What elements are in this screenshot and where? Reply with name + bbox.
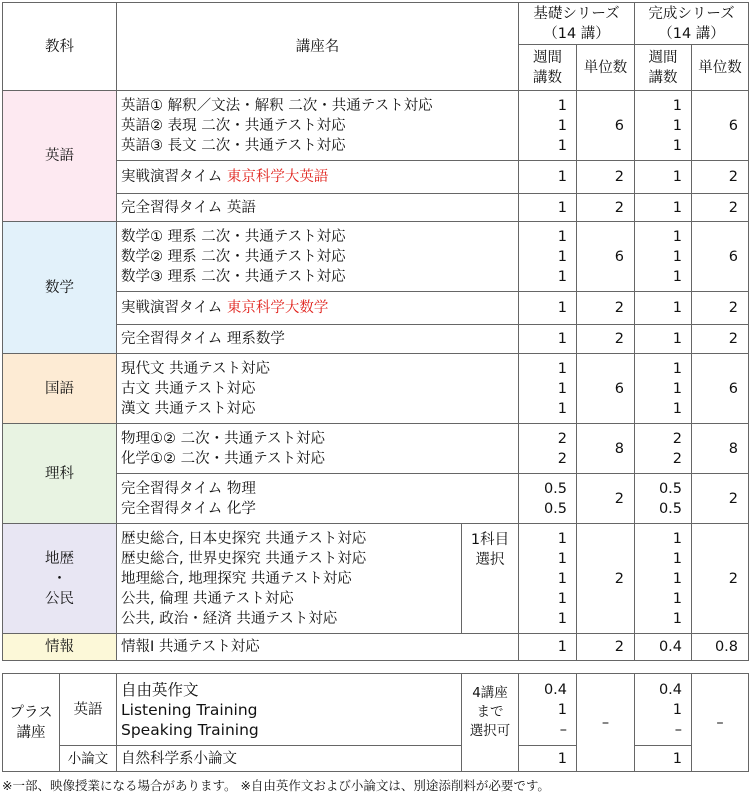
header-kiso-weekly: [519, 45, 577, 91]
select-note: 1科目: [470, 532, 510, 548]
highlight-course-name: 東京科学大英語: [226, 169, 329, 185]
plus-essay-course: 自然科学系小論文: [117, 746, 462, 772]
weekly-value: 1: [672, 97, 682, 114]
course-name: 英語② 表現 二次・共通テスト対応: [121, 117, 346, 134]
english-kiso-weekly: [519, 91, 577, 161]
info-kansei-units: 0.8: [692, 634, 749, 661]
science-kansei-weekly: [635, 424, 692, 474]
select-note: まで: [476, 704, 504, 720]
subject-information: 情報: [3, 634, 117, 661]
weekly-value: 1: [557, 701, 567, 718]
weekly-value: 1: [672, 590, 682, 607]
math-jissen-kansei-weekly: 1: [635, 292, 692, 325]
science-kanzen-kansei-weekly: [635, 474, 692, 524]
kansei-series-title: 完成シリーズ: [648, 5, 735, 22]
weekly-value: 1: [672, 380, 682, 397]
subject-social-studies: [3, 524, 117, 634]
info-kansei-weekly: 0.4: [635, 634, 692, 661]
weekly-value: –: [674, 721, 682, 738]
course-name: Speaking Training: [121, 720, 259, 739]
science-kansei-units: 8: [692, 424, 749, 474]
weekly-value: 0.4: [543, 681, 567, 698]
kansei-series-count: （14 講）: [658, 25, 725, 42]
plus-essay-kansei-weekly: 1: [635, 746, 692, 772]
weekly-value: 1: [557, 380, 567, 397]
weekly-value: 2: [672, 450, 682, 467]
course-name: 英語③ 長文 二次・共通テスト対応: [121, 137, 346, 154]
weekly-label: 週間: [648, 49, 678, 66]
weekly-value: 0.5: [543, 500, 567, 517]
kiso-series-title: 基礎シリーズ: [533, 5, 620, 22]
weekly-value: 1: [672, 530, 682, 547]
japanese-kansei-weekly: [635, 354, 692, 424]
course-name: 歴史総合, 世界史探究 共通テスト対応: [121, 550, 367, 567]
weekly-value: 1: [557, 530, 567, 547]
course-name: 物理①② 二次・共通テスト対応: [121, 430, 326, 447]
plus-essay-subject: 小論文: [60, 746, 117, 772]
course-name: 漢文 共通テスト対応: [121, 400, 256, 417]
kiso-series-count: （14 講）: [543, 25, 610, 42]
social-courses: [117, 524, 462, 634]
plus-english-kiso-weekly: [519, 674, 577, 746]
weekly-value: 1: [672, 360, 682, 377]
plus-english-subject: 英語: [60, 674, 117, 746]
math-jissen-kiso-units: 2: [577, 292, 635, 325]
course-name: 現代文 共通テスト対応: [121, 360, 271, 377]
plus-kiso-units: –: [577, 674, 635, 772]
science-kiso-weekly: [519, 424, 577, 474]
plus-essay-kiso-weekly: 1: [519, 746, 577, 772]
social-kiso-weekly: [519, 524, 577, 634]
math-kanzen-kansei-units: 2: [692, 325, 749, 354]
social-kansei-units: 2: [692, 524, 749, 634]
weekly-value: 1: [557, 550, 567, 567]
english-courses: [117, 91, 519, 161]
science-kiso-units: 8: [577, 424, 635, 474]
course-name: 公共, 政治・経済 共通テスト対応: [121, 610, 338, 627]
header-kansei-weekly: [635, 45, 692, 91]
weekly-value: 1: [557, 97, 567, 114]
science-kanzen-kiso-weekly: [519, 474, 577, 524]
weekly-value: 1: [557, 590, 567, 607]
english-kanzen-kiso-weekly: 1: [519, 194, 577, 222]
weekly-value: 1: [557, 570, 567, 587]
course-name: 自由英作文: [121, 680, 199, 699]
english-jissen-kiso-units: 2: [577, 161, 635, 194]
subject-japanese: 国語: [3, 354, 117, 424]
math-kanzen-kansei-weekly: 1: [635, 325, 692, 354]
weekly-value: 1: [557, 117, 567, 134]
subject-label: ・: [52, 570, 67, 587]
plus-course-table: [2, 673, 749, 772]
english-kansei-units: 6: [692, 91, 749, 161]
weekly-value: 1: [672, 550, 682, 567]
plus-label: [3, 674, 60, 772]
math-kiso-weekly: [519, 222, 577, 292]
social-kansei-weekly: [635, 524, 692, 634]
weekly-value: 0.4: [658, 681, 682, 698]
weekly-value: 1: [672, 228, 682, 245]
highlight-course-name: 東京科学大数学: [226, 300, 329, 316]
info-kiso-weekly: 1: [519, 634, 577, 661]
course-name: 実戦演習タイム: [121, 300, 227, 316]
weekly-label: 週間: [533, 49, 562, 66]
math-jissen-course: [117, 292, 519, 325]
english-jissen-kansei-weekly: 1: [635, 161, 692, 194]
course-name: 化学①② 二次・共通テスト対応: [121, 450, 326, 467]
weekly-value: 1: [557, 268, 567, 285]
header-kiso-units: 単位数: [577, 45, 635, 91]
social-kiso-units: 2: [577, 524, 635, 634]
course-name: 地理総合, 地理探究 共通テスト対応: [121, 570, 352, 587]
course-name: 古文 共通テスト対応: [121, 380, 256, 397]
footnote: ※一部、映像授業になる場合があります。 ※自由英作文および小論文は、別途添削料が必要です。: [2, 778, 550, 793]
english-kanzen-course: 完全習得タイム 英語: [117, 194, 519, 222]
course-name: 公共, 倫理 共通テスト対応: [121, 590, 294, 607]
header-kiso-series: [519, 3, 635, 45]
lessons-label: 講数: [648, 69, 678, 86]
course-name: 歴史総合, 日本史探究 共通テスト対応: [121, 530, 367, 547]
science-kanzen-kansei-units: 2: [692, 474, 749, 524]
weekly-value: 1: [672, 268, 682, 285]
header-kansei-units: 単位数: [692, 45, 749, 91]
weekly-value: 1: [557, 248, 567, 265]
weekly-value: 1: [672, 610, 682, 627]
subject-english: 英語: [3, 91, 117, 222]
math-kiso-units: 6: [577, 222, 635, 292]
weekly-value: 1: [672, 701, 682, 718]
weekly-value: 1: [557, 360, 567, 377]
info-kiso-units: 2: [577, 634, 635, 661]
weekly-value: 1: [672, 117, 682, 134]
weekly-value: 2: [672, 430, 682, 447]
english-kansei-weekly: [635, 91, 692, 161]
weekly-value: 1: [557, 400, 567, 417]
social-select-note: [462, 524, 519, 634]
header-subject: 教科: [3, 3, 117, 91]
weekly-value: 1: [557, 137, 567, 154]
japanese-courses: [117, 354, 519, 424]
weekly-value: 1: [672, 248, 682, 265]
plus-english-kansei-weekly: [635, 674, 692, 746]
select-note: 選択: [475, 552, 505, 568]
subject-science: 理科: [3, 424, 117, 524]
plus-kansei-units: –: [692, 674, 749, 772]
english-kanzen-kansei-weekly: 1: [635, 194, 692, 222]
plus-label-text: プラス: [9, 704, 53, 721]
subject-math: 数学: [3, 222, 117, 354]
subject-label: 公民: [45, 590, 74, 607]
weekly-value: –: [559, 721, 567, 738]
course-name: 完全習得タイム 物理: [121, 480, 256, 497]
japanese-kiso-weekly: [519, 354, 577, 424]
english-kiso-units: 6: [577, 91, 635, 161]
math-jissen-kiso-weekly: 1: [519, 292, 577, 325]
weekly-value: 0.5: [543, 480, 567, 497]
english-kanzen-kiso-units: 2: [577, 194, 635, 222]
info-course: 情報Ⅰ 共通テスト対応: [117, 634, 519, 661]
plus-english-courses: [117, 674, 462, 746]
select-note: 選択可: [469, 723, 511, 739]
header-course: 講座名: [117, 3, 519, 91]
science-kanzen-courses: [117, 474, 519, 524]
math-kansei-units: 6: [692, 222, 749, 292]
science-kanzen-kiso-units: 2: [577, 474, 635, 524]
english-kanzen-kansei-units: 2: [692, 194, 749, 222]
subject-label: 地歴: [45, 550, 74, 567]
header-kansei-series: [635, 3, 749, 45]
course-name: 数学③ 理系 二次・共通テスト対応: [121, 268, 346, 285]
course-name: Listening Training: [121, 700, 258, 719]
math-kanzen-kiso-units: 2: [577, 325, 635, 354]
science-courses: [117, 424, 519, 474]
plus-select-note: [462, 674, 519, 772]
japanese-kansei-units: 6: [692, 354, 749, 424]
course-name: 完全習得タイム 化学: [121, 500, 256, 517]
select-note: 4講座: [472, 685, 508, 701]
weekly-value: 1: [557, 228, 567, 245]
english-jissen-kansei-units: 2: [692, 161, 749, 194]
math-kanzen-course: 完全習得タイム 理系数学: [117, 325, 519, 354]
lessons-label: 講数: [533, 69, 562, 86]
math-kanzen-kiso-weekly: 1: [519, 325, 577, 354]
course-name: 数学① 理系 二次・共通テスト対応: [121, 228, 346, 245]
course-name: 実戦演習タイム: [121, 169, 227, 185]
weekly-value: 1: [672, 570, 682, 587]
weekly-value: 1: [557, 610, 567, 627]
math-jissen-kansei-units: 2: [692, 292, 749, 325]
weekly-value: 1: [672, 400, 682, 417]
course-name: 数学② 理系 二次・共通テスト対応: [121, 248, 346, 265]
plus-label-text: 講座: [16, 724, 46, 741]
weekly-value: 2: [557, 450, 567, 467]
english-jissen-course: [117, 161, 519, 194]
course-name: 英語① 解釈／文法・解釈 二次・共通テスト対応: [121, 97, 433, 114]
math-kansei-weekly: [635, 222, 692, 292]
japanese-kiso-units: 6: [577, 354, 635, 424]
math-courses: [117, 222, 519, 292]
weekly-value: 0.5: [658, 480, 682, 497]
weekly-value: 0.5: [658, 500, 682, 517]
english-jissen-kiso-weekly: 1: [519, 161, 577, 194]
weekly-value: 1: [672, 137, 682, 154]
weekly-value: 2: [557, 430, 567, 447]
course-table: [2, 2, 749, 661]
